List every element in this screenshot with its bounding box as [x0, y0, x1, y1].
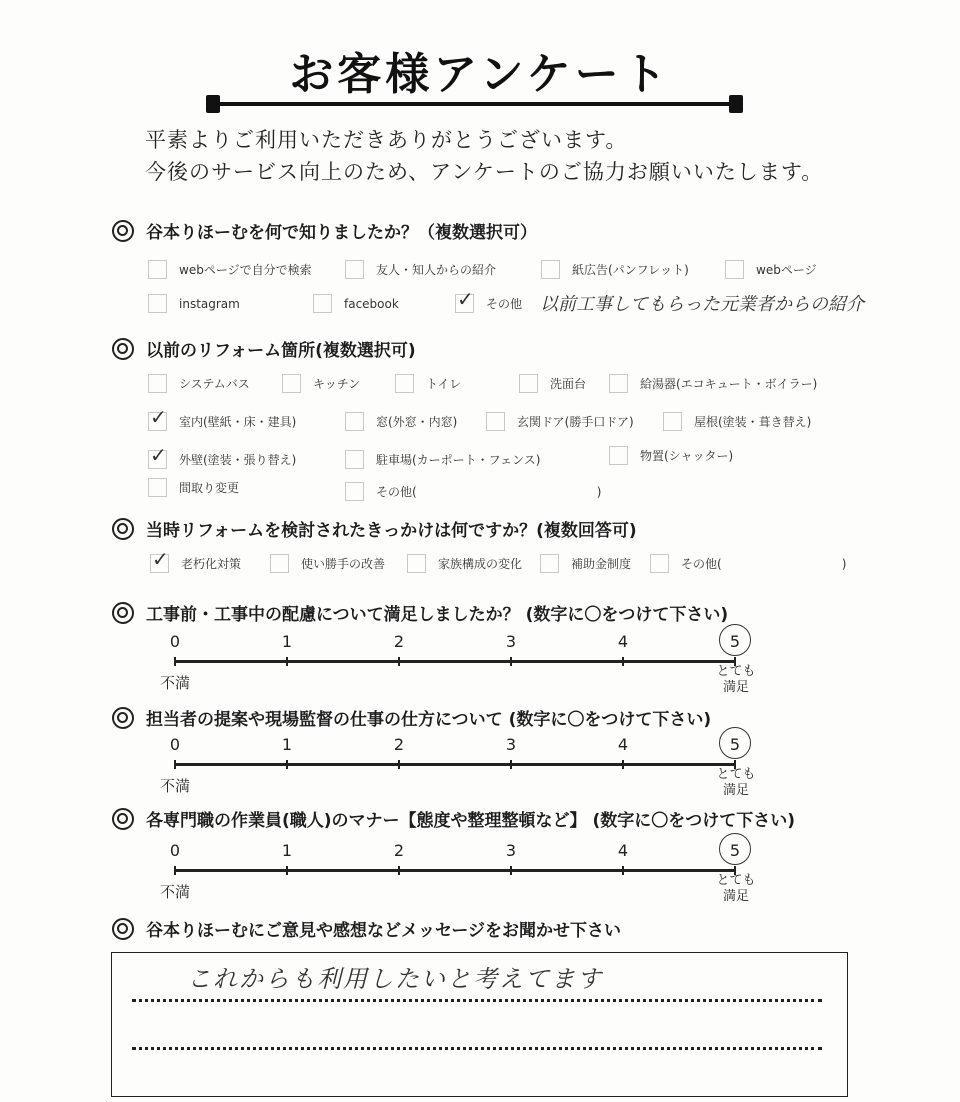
checkbox[interactable] — [663, 412, 682, 431]
checkbox-checked[interactable] — [148, 450, 167, 469]
selected-answer-circle — [719, 624, 751, 656]
checkbox-checked[interactable] — [148, 412, 167, 431]
q7-heading — [112, 916, 621, 941]
checkbox-checked[interactable] — [150, 554, 169, 573]
checkbox-checked[interactable] — [455, 294, 474, 313]
scale-number-0[interactable]: 0 — [169, 735, 181, 754]
scale-number-2[interactable]: 2 — [393, 841, 405, 860]
q7-question: 谷本りほーむにご意見や感想などメッセージをお聞かせ下さい — [146, 921, 621, 941]
q1-option-friend[interactable]: 友人・知人からの紹介 — [345, 260, 496, 279]
checkbox[interactable] — [540, 554, 559, 573]
q1-option-instagram[interactable]: instagram — [148, 294, 240, 313]
q2-option-washbasin[interactable]: 洗面台 — [519, 374, 586, 393]
scale-high-label — [713, 873, 759, 905]
bullseye-icon — [112, 808, 134, 830]
q2-option-water-heater[interactable]: 給湯器(エコキュート・ボイラー) — [609, 374, 817, 393]
q2-option-toilet[interactable]: トイレ — [395, 374, 461, 393]
q6-heading — [112, 806, 795, 831]
selected-answer-circle — [719, 727, 751, 759]
checkbox[interactable] — [345, 412, 364, 431]
q2-question: 以前のリフォーム箇所(複数選択可) — [146, 341, 416, 361]
q4-question: 工事前・工事中の配慮について満足しましたか？ (数字に〇をつけて下さい) — [146, 605, 729, 625]
scale-tick — [174, 657, 176, 666]
q3-option-family[interactable]: 家族構成の変化 — [407, 554, 522, 573]
scale-high-label-line-1: とても — [716, 664, 756, 679]
q3-option-subsidy[interactable]: 補助金制度 — [540, 554, 631, 573]
scale-number-4[interactable]: 4 — [617, 632, 629, 651]
q2-option-kitchen[interactable]: キッチン — [282, 374, 360, 393]
checkbox[interactable] — [148, 260, 167, 279]
scale-number-4[interactable]: 4 — [617, 841, 629, 860]
scale-line — [175, 763, 736, 766]
checkbox[interactable] — [725, 260, 744, 279]
q3-option-usability[interactable]: 使い勝手の改善 — [270, 554, 385, 573]
scale-tick — [286, 760, 288, 769]
checkbox[interactable] — [148, 478, 167, 497]
checkbox[interactable] — [407, 554, 426, 573]
message-handwritten: これからも利用したいと考えてます — [187, 965, 603, 993]
intro-line-2: 今後のサービス向上のため、アンケートのご協力お願いいたします。 — [145, 160, 824, 184]
checkbox[interactable] — [345, 260, 364, 279]
q1-heading — [112, 218, 537, 243]
scale-tick — [398, 866, 400, 875]
scale-tick — [286, 866, 288, 875]
checkbox[interactable] — [148, 294, 167, 313]
bullseye-icon — [112, 707, 134, 729]
scale-number-3[interactable]: 3 — [505, 841, 517, 860]
q2-option-layout-change[interactable]: 間取り変更 — [148, 478, 239, 497]
scale-low-label: 不満 — [160, 674, 191, 692]
q3-heading — [112, 516, 637, 541]
checkbox[interactable] — [541, 260, 560, 279]
intro-line-1: 平素よりご利用いただきありがとうございます。 — [145, 128, 628, 152]
scale-number-1[interactable]: 1 — [281, 841, 293, 860]
bullseye-icon — [112, 918, 134, 940]
scale-tick — [622, 866, 624, 875]
q4-rating-scale — [160, 630, 756, 700]
q2-option-exterior-wall[interactable]: ✓ 外壁(塗装・張り替え) — [148, 450, 296, 469]
scale-high-label-line-2: 満足 — [722, 680, 749, 695]
q1-option-facebook[interactable]: facebook — [313, 294, 399, 313]
checkbox[interactable] — [345, 450, 364, 469]
scale-tick — [622, 657, 624, 666]
checkbox[interactable] — [486, 412, 505, 431]
scale-line — [175, 660, 736, 663]
scale-number-5[interactable]: 5 — [729, 632, 741, 651]
q2-option-bath[interactable]: システムバス — [148, 374, 250, 393]
scale-tick — [174, 760, 176, 769]
q1-option-paper-ad[interactable]: 紙広告(パンフレット) — [541, 260, 689, 279]
q4-heading — [112, 600, 728, 625]
bullseye-icon — [112, 518, 134, 540]
q2-option-window[interactable]: 窓(外窓・内窓) — [345, 412, 457, 431]
q6-question: 各専門職の作業員(職人)のマナー【態度や整理整頓など】 (数字に〇をつけて下さい) — [146, 811, 795, 831]
checkbox[interactable] — [395, 374, 414, 393]
bullseye-icon — [112, 602, 134, 624]
scale-high-label-line-1: とても — [716, 873, 756, 888]
q6-rating-scale — [160, 839, 756, 909]
checkbox[interactable] — [345, 482, 364, 501]
q2-option-roof[interactable]: 屋根(塗装・葺き替え) — [663, 412, 811, 431]
scale-number-0[interactable]: 0 — [169, 841, 181, 860]
q1-option-other[interactable]: ✓ その他 — [455, 294, 522, 313]
scale-number-2[interactable]: 2 — [393, 735, 405, 754]
checkbox[interactable] — [609, 446, 628, 465]
q2-option-shed[interactable]: 物置(シャッター) — [609, 446, 733, 465]
scale-number-3[interactable]: 3 — [505, 632, 517, 651]
scale-number-5[interactable]: 5 — [729, 735, 741, 754]
q3-option-aging[interactable]: ✓ 老朽化対策 — [150, 554, 241, 573]
scale-number-2[interactable]: 2 — [393, 632, 405, 651]
scale-tick — [174, 866, 176, 875]
bullseye-icon — [112, 338, 134, 360]
title-underline — [212, 102, 737, 106]
checkbox[interactable] — [148, 374, 167, 393]
checkbox[interactable] — [519, 374, 538, 393]
scale-high-label-line-2: 満足 — [722, 783, 749, 798]
scale-tick — [510, 760, 512, 769]
scale-tick — [398, 760, 400, 769]
dotted-line — [132, 1047, 822, 1050]
q2-option-other[interactable]: その他( ) — [345, 482, 601, 501]
scale-high-label — [713, 664, 759, 696]
scale-low-label: 不満 — [160, 883, 191, 901]
scale-number-1[interactable]: 1 — [281, 735, 293, 754]
bullseye-icon — [112, 220, 134, 242]
dotted-line — [132, 999, 822, 1002]
scale-number-0[interactable]: 0 — [169, 632, 181, 651]
q2-option-parking[interactable]: 駐車場(カーポート・フェンス) — [345, 450, 540, 469]
q2-option-interior[interactable]: ✓ 室内(壁紙・床・建具) — [148, 412, 296, 431]
scale-line — [175, 869, 736, 872]
q3-question: 当時リフォームを検討されたきっかけは何ですか？(複数回答可) — [146, 521, 637, 541]
q1-option-web-search[interactable]: webページで自分で検索 — [148, 260, 312, 279]
q3-option-other[interactable]: その他( ) — [650, 554, 846, 573]
scale-number-3[interactable]: 3 — [505, 735, 517, 754]
checkbox[interactable] — [270, 554, 289, 573]
selected-answer-circle — [719, 833, 751, 865]
q2-heading — [112, 336, 416, 361]
page-title: お客様アンケート — [289, 49, 671, 100]
q5-question: 担当者の提案や現場監督の仕事の仕方について (数字に〇をつけて下さい) — [146, 710, 712, 730]
checkbox[interactable] — [313, 294, 332, 313]
scale-tick — [510, 866, 512, 875]
q2-option-entrance-door[interactable]: 玄関ドア(勝手口ドア) — [486, 412, 634, 431]
q5-heading — [112, 705, 711, 730]
scale-number-4[interactable]: 4 — [617, 735, 629, 754]
q5-rating-scale — [160, 733, 756, 803]
q1-question: 谷本りほーむを何で知りましたか？（複数選択可） — [146, 223, 537, 243]
message-box[interactable] — [111, 952, 848, 1097]
q1-option-webpage[interactable]: webページ — [725, 260, 817, 279]
scale-high-label-line-2: 満足 — [722, 889, 749, 904]
checkbox[interactable] — [650, 554, 669, 573]
scale-number-5[interactable]: 5 — [729, 841, 741, 860]
scale-tick — [286, 657, 288, 666]
checkbox[interactable] — [282, 374, 301, 393]
scale-high-label-line-1: とても — [716, 767, 756, 782]
scale-tick — [510, 657, 512, 666]
scale-number-1[interactable]: 1 — [281, 632, 293, 651]
scale-tick — [622, 760, 624, 769]
scale-tick — [398, 657, 400, 666]
scale-low-label: 不満 — [160, 777, 191, 795]
q1-other-handwritten: 以前工事してもらった元業者からの紹介 — [540, 294, 864, 315]
scale-high-label — [713, 767, 759, 799]
checkbox[interactable] — [609, 374, 628, 393]
